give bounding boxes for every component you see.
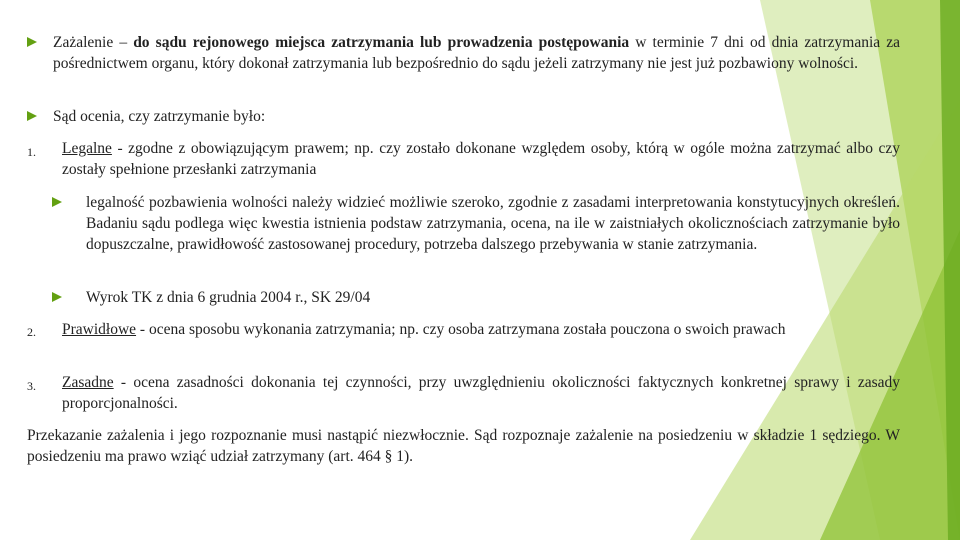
sad-ocenia-text: Sąd ocenia, czy zatrzymanie było:	[53, 108, 266, 125]
list-number-2: 2.	[27, 325, 36, 339]
list-number-3: 3.	[27, 379, 36, 393]
legalne-text: - zgodne z obowiązującym prawem; np. czy zostało dokonane względem osoby, którą w ogóle można zatrzymać albo czy zostały spełnione przesłanki zatrzymania	[62, 140, 900, 178]
paragraph-zazalenie	[53, 32, 900, 74]
sub-wyrok-text: Wyrok TK z dnia 6 grudnia 2004 r., SK 29/04	[86, 289, 371, 306]
zazalenie-suffix: w terminie 7 dni od dnia zatrzymania za pośrednictwem organu, który dokonał zatrzymania lub bezpośrednio do sądu jeżeli zatrzymany nie jest już pozbawiony wolności.	[53, 34, 900, 72]
sub-item-wyrok	[86, 287, 900, 308]
list-item-legalne	[62, 138, 900, 180]
list-number-1: 1.	[27, 145, 36, 159]
list-item-zasadne	[62, 372, 900, 414]
final-text: Przekazanie zażalenia i jego rozpoznanie musi nastąpić niezwłocznie. Sąd rozpoznaje zażalenie na posiedzeniu w składzie 1 sędziego. W posiedzeniu ma prawo wziąć udział zatrzymany (art. 464 § 1).	[27, 427, 900, 465]
term-zasadne: Zasadne	[62, 374, 114, 391]
term-prawidlowe: Prawidłowe	[62, 321, 137, 338]
sub-legalnosc-text: legalność pozbawienia wolności należy widzieć możliwie szeroko, zgodnie z zasadami interpretowania konstytucyjnych określeń. Badaniu sądu podlega więc kwestia istnienia podstaw zatrzymania, ocena, na ile w zaistniałych okolicznościach zatrzymanie było dopuszczalne, prawidłowość zastosowanej procedury, potrzeba dalszego przebywania w stanie zatrzymania.	[86, 194, 900, 253]
zasadne-text: - ocena zasadności dokonania tej czynności, przy uwzględnieniu okoliczności faktycznych konkretnej sprawy i zasady proporcjonalności.	[62, 374, 900, 412]
prawidlowe-text: - ocena sposobu wykonania zatrzymania; np. czy osoba zatrzymana została pouczona o swoich prawach	[136, 321, 786, 338]
paragraph-final	[27, 425, 900, 467]
zazalenie-prefix: Zażalenie –	[53, 34, 134, 51]
bullet-icon	[52, 292, 62, 302]
sub-item-legalnosc	[86, 192, 900, 255]
term-legalne: Legalne	[62, 140, 112, 157]
paragraph-sad-ocenia	[53, 106, 900, 127]
zazalenie-bold: do sądu rejonowego miejsca zatrzymania lub prowadzenia postępowania	[133, 34, 630, 51]
list-item-prawidlowe	[62, 319, 900, 340]
bullet-icon	[52, 197, 62, 207]
bullet-icon	[27, 111, 37, 121]
bullet-icon	[27, 37, 37, 47]
